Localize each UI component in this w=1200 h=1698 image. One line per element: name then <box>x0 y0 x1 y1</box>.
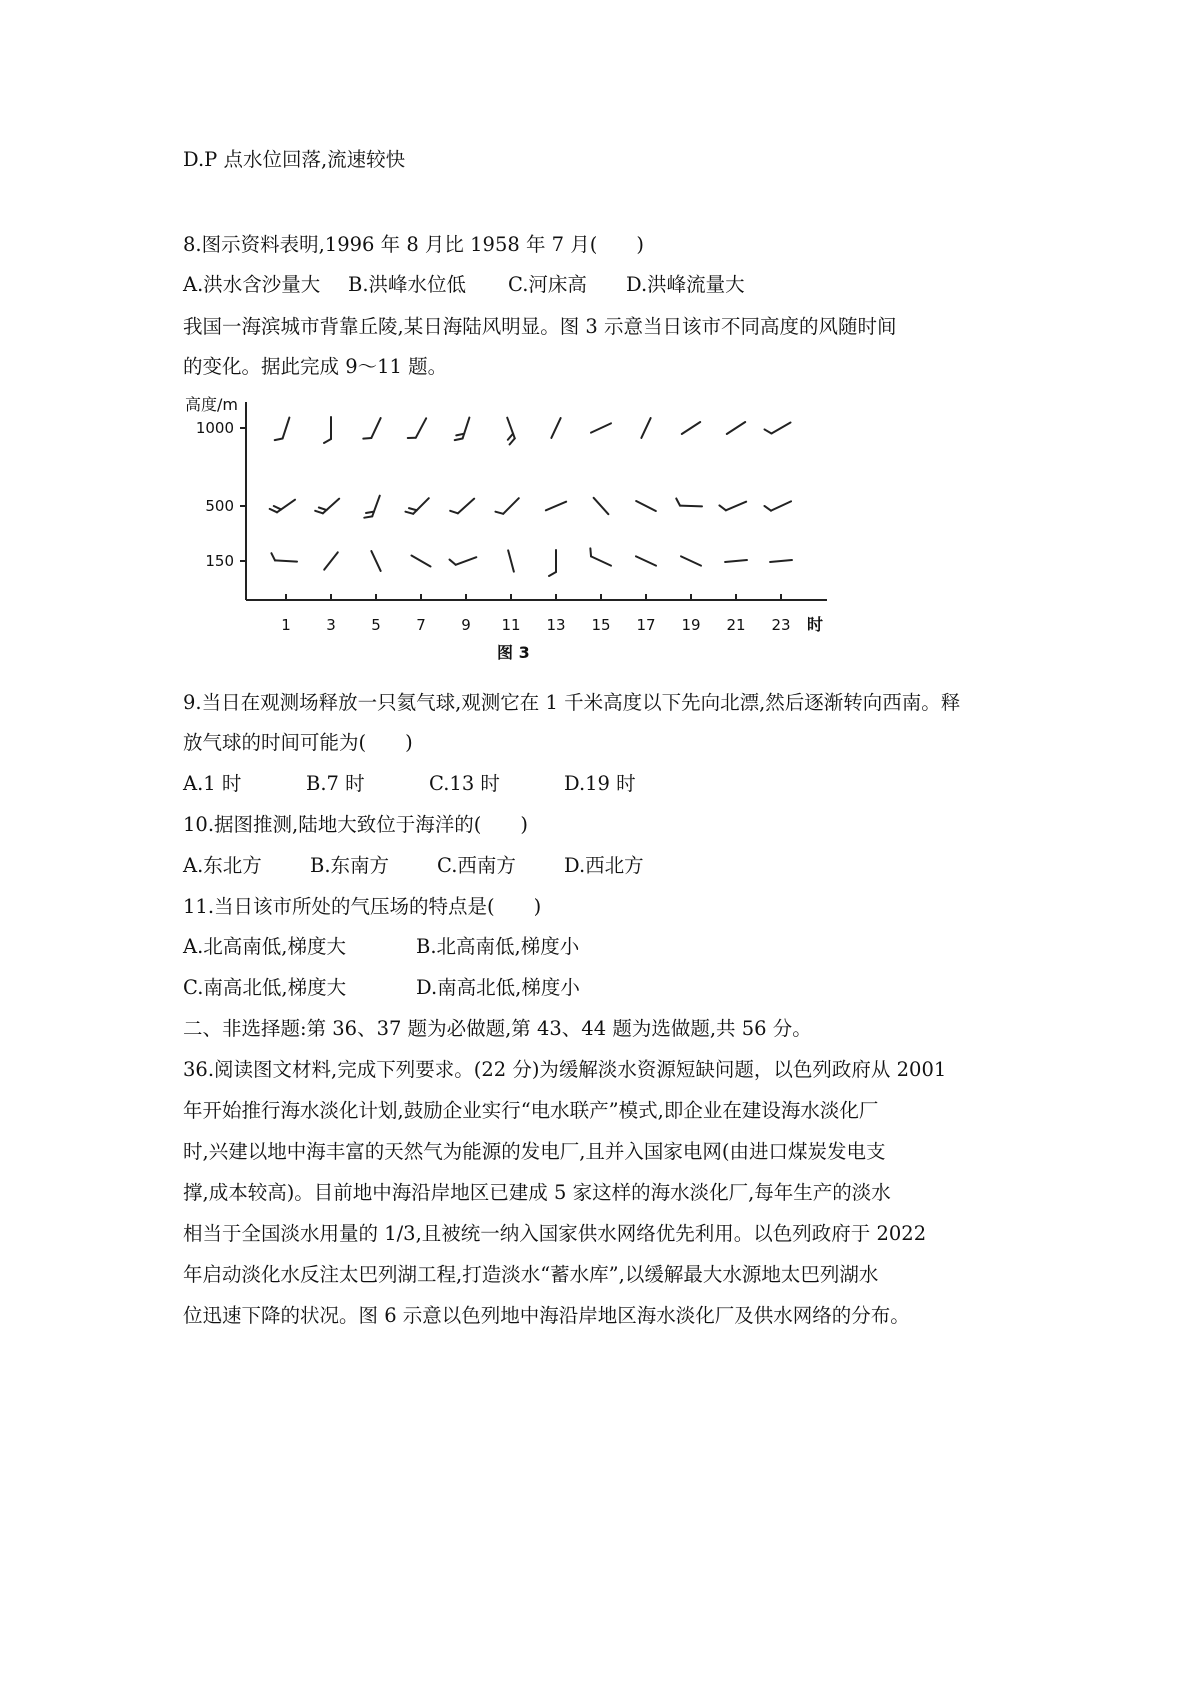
wind-barb <box>275 415 290 442</box>
wind-barb <box>594 498 609 514</box>
x-tick-label: 21 <box>726 616 746 634</box>
wind-barb <box>501 418 516 445</box>
q8-option-c: C.河床高 <box>508 273 587 296</box>
wind-barb <box>725 560 747 562</box>
y-tick-label: 1000 <box>195 419 234 437</box>
wind-barb <box>636 556 656 565</box>
wind-barb <box>371 551 380 571</box>
q11-stem: 11.当日该市所处的气压场的特点是( ) <box>183 895 542 918</box>
q9-option-c: C.13 时 <box>429 772 500 795</box>
intro-line-2: 的变化。据此完成 9～11 题。 <box>183 355 448 378</box>
q11-options-row-1 <box>183 934 579 960</box>
q10-options <box>183 853 644 879</box>
x-tick-label: 11 <box>501 616 521 634</box>
q36-line-7: 位迅速下降的状况。图 6 示意以色列地中海沿岸地区海水淡化厂及供水网络的分布。 <box>183 1304 910 1327</box>
q8-option-b: B.洪峰水位低 <box>348 273 467 296</box>
x-tick-label: 17 <box>636 616 656 634</box>
q36-line-1: 36.阅读图文材料,完成下列要求。(22 分)为缓解淡水资源短缺问题，以色列政府从 2001 <box>183 1058 947 1081</box>
wind-barb <box>587 548 614 565</box>
x-axis-unit: 时 <box>807 615 824 634</box>
wind-barb <box>324 417 331 443</box>
y-tick-label: 500 <box>205 497 234 515</box>
wind-barb <box>324 552 338 569</box>
wind-barb <box>508 550 514 571</box>
wind-barb <box>770 560 792 562</box>
figure-caption: 图 3 <box>497 643 530 662</box>
q9-option-b: B.7 时 <box>306 772 365 795</box>
wind-barb <box>495 493 518 516</box>
q11-option-b: B.北高南低,梯度小 <box>416 935 580 958</box>
y-axis-label: 高度/m <box>185 395 238 414</box>
q7-option-d: D.P 点水位回落,流速较快 <box>183 148 406 171</box>
q36-line-2: 年开始推行海水淡化计划,鼓励企业实行“电水联产”模式,即企业在建设海水淡化厂 <box>183 1099 879 1122</box>
wind-barb <box>450 551 477 566</box>
q9-option-d: D.19 时 <box>564 772 636 795</box>
x-tick-label: 5 <box>371 616 381 634</box>
wind-barb <box>681 556 701 565</box>
wind-barb <box>364 493 379 520</box>
wind-barb <box>271 553 297 561</box>
figure-3-wind-chart <box>180 392 840 667</box>
wind-barb <box>551 418 560 438</box>
wind-barb <box>315 493 339 516</box>
q10-option-a: A.东北方 <box>183 854 262 877</box>
x-tick-label: 9 <box>461 616 471 634</box>
q8-options <box>183 272 745 298</box>
wind-barb <box>591 423 611 432</box>
q36-line-6: 年启动淡化水反注太巴列湖工程,打造淡水“蓄水库”,以缓解最大水源地太巴列湖水 <box>183 1263 879 1286</box>
q9-stem-line-2: 放气球的时间可能为( ) <box>183 731 413 754</box>
q8-stem: 8.图示资料表明,1996 年 8 月比 1958 年 7 月( ) <box>183 233 644 256</box>
q8-option-d: D.洪峰流量大 <box>626 273 745 296</box>
wind-barb <box>636 501 656 511</box>
q10-option-d: D.西北方 <box>564 854 644 877</box>
wind-barb <box>727 422 745 434</box>
x-tick-label: 7 <box>416 616 426 634</box>
wind-barb <box>682 422 700 434</box>
wind-barb <box>676 498 702 506</box>
wind-barb <box>765 416 791 435</box>
wind-barb <box>270 494 295 515</box>
x-tick-label: 13 <box>546 616 566 634</box>
q9-options <box>183 771 636 797</box>
q11-option-c: C.南高北低,梯度大 <box>183 976 347 999</box>
wind-barb <box>549 550 556 576</box>
wind-barb <box>363 415 380 442</box>
wind-barb <box>641 418 650 438</box>
wind-barb <box>719 495 746 512</box>
q36-line-5: 相当于全国淡水用量的 1/3,且被统一纳入国家供水网络优先利用。以色列政府于 2022 <box>183 1222 927 1245</box>
q11-option-a: A.北高南低,梯度大 <box>183 935 346 958</box>
q10-stem: 10.据图推测,陆地大致位于海洋的( ) <box>183 813 528 836</box>
q36-line-4: 撑,成本较高)。目前地中海沿岸地区已建成 5 家这样的海水淡化厂,每年生产的淡水 <box>183 1181 891 1204</box>
x-tick-label: 23 <box>771 616 791 634</box>
wind-barb <box>450 493 474 516</box>
wind-barb <box>455 415 470 442</box>
q9-option-a: A.1 时 <box>183 772 242 795</box>
q10-option-b: B.东南方 <box>310 854 390 877</box>
wind-barb <box>408 415 426 441</box>
x-tick-label: 15 <box>591 616 611 634</box>
q8-option-a: A.洪水含沙量大 <box>183 273 321 296</box>
q36-line-3: 时,兴建以地中海丰富的天然气为能源的发电厂,且并入国家电网(由进口煤炭发电支 <box>183 1140 886 1163</box>
q11-options-row-2 <box>183 975 580 1001</box>
q10-option-c: C.西南方 <box>437 854 516 877</box>
intro-line-1: 我国一海滨城市背靠丘陵,某日海陆风明显。图 3 示意当日该市不同高度的风随时间 <box>183 315 897 338</box>
section-2-title: 二、非选择题:第 36、37 题为必做题,第 43、44 题为选做题,共 56 分。 <box>183 1017 812 1040</box>
x-tick-label: 1 <box>281 616 291 634</box>
wind-barb <box>546 502 566 511</box>
y-tick-label: 150 <box>205 552 234 570</box>
wind-barb <box>411 556 430 567</box>
wind-barb <box>764 495 791 512</box>
q11-option-d: D.南高北低,梯度小 <box>416 976 580 999</box>
q9-stem-line-1: 9.当日在观测场释放一只氦气球,观测它在 1 千米高度以下先向北漂,然后逐渐转向西南。释 <box>183 691 961 714</box>
wind-barb <box>405 493 428 516</box>
x-tick-label: 19 <box>681 616 701 634</box>
x-tick-label: 3 <box>326 616 336 634</box>
